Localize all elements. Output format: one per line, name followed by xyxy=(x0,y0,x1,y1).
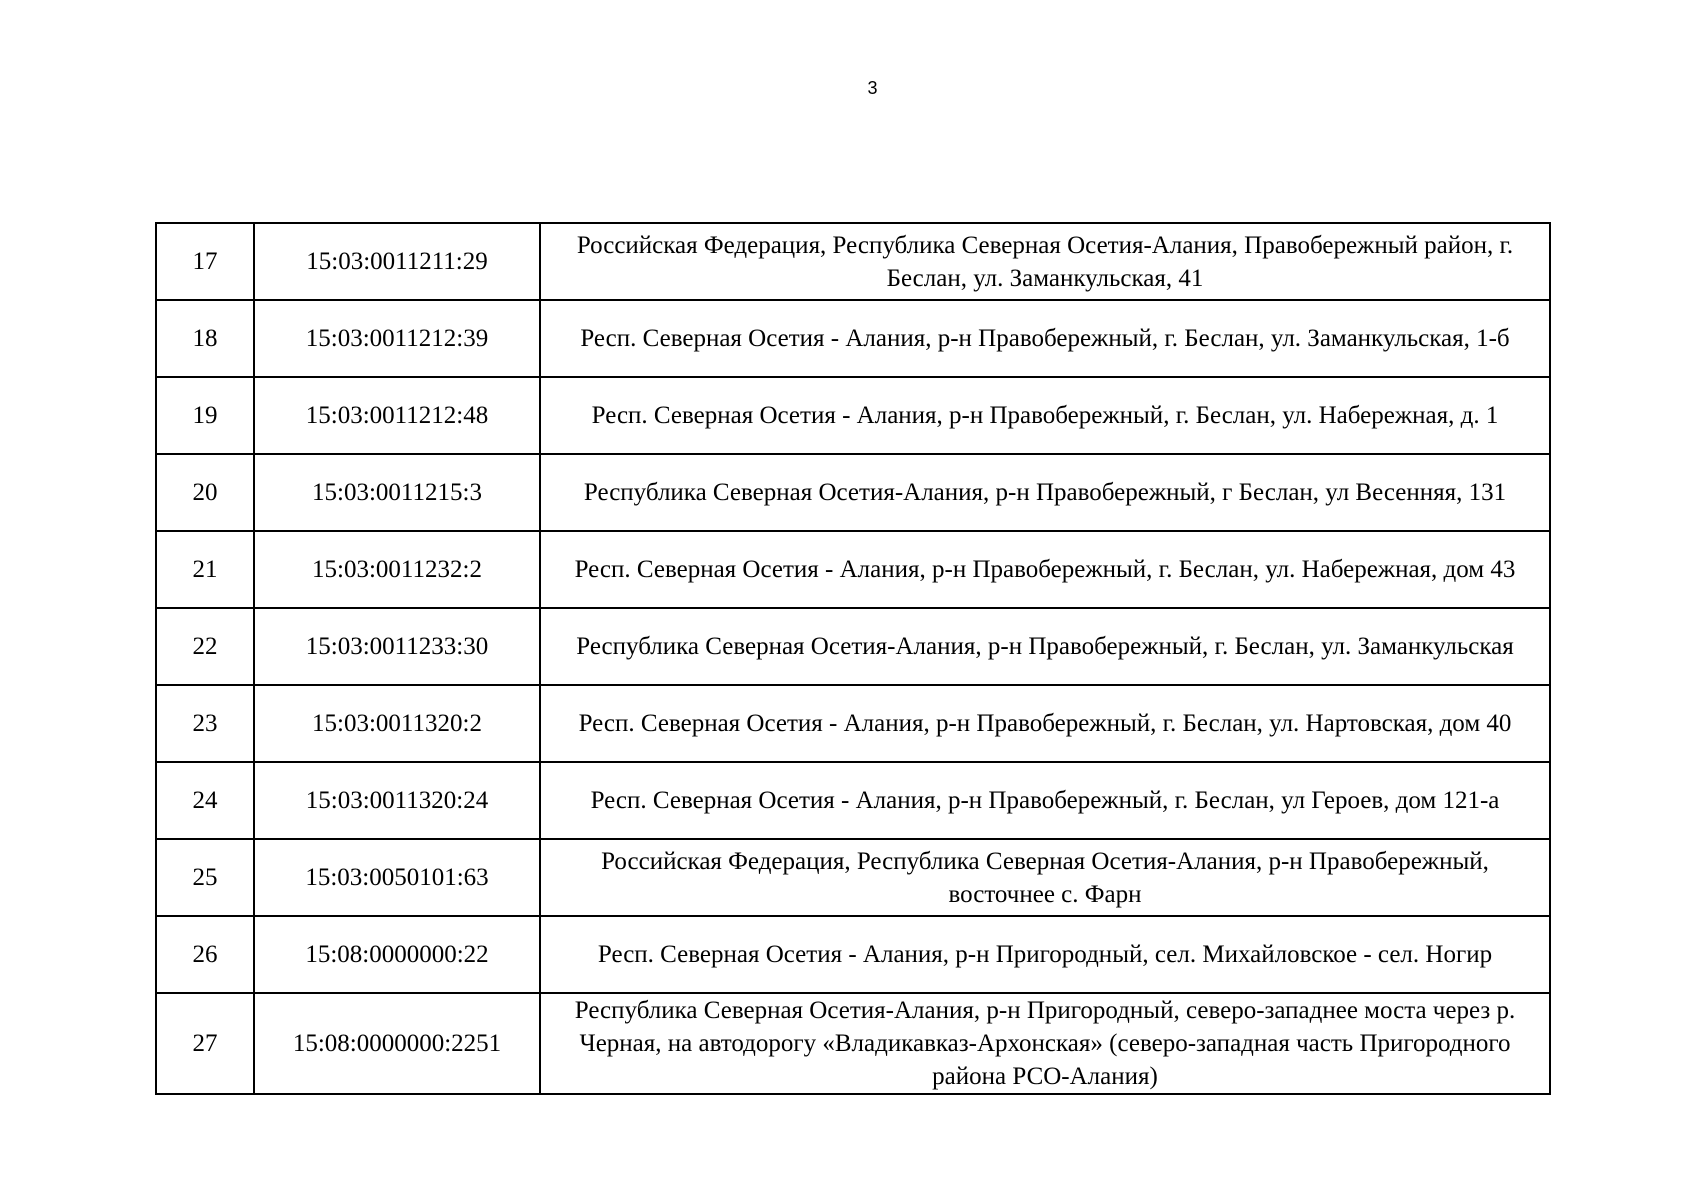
row-number: 21 xyxy=(156,531,254,608)
row-number: 25 xyxy=(156,839,254,916)
cadastral-number: 15:08:0000000:2251 xyxy=(254,993,540,1094)
table-row xyxy=(156,762,1550,839)
address: Российская Федерация, Республика Северная Осетия-Алания, р-н Правобережный, восточнее с. Фарн xyxy=(540,839,1550,916)
row-number: 17 xyxy=(156,223,254,300)
row-number: 22 xyxy=(156,608,254,685)
cadastral-number: 15:03:0011211:29 xyxy=(254,223,540,300)
address: Республика Северная Осетия-Алания, р-н Правобережный, г Беслан, ул Весенняя, 131 xyxy=(540,454,1550,531)
row-number: 20 xyxy=(156,454,254,531)
address: Респ. Северная Осетия - Алания, р-н Правобережный, г. Беслан, ул Героев, дом 121-а xyxy=(540,762,1550,839)
table-row xyxy=(156,531,1550,608)
cadastral-number: 15:03:0011215:3 xyxy=(254,454,540,531)
table-row xyxy=(156,223,1550,300)
table-row xyxy=(156,300,1550,377)
table-row xyxy=(156,993,1550,1094)
cadastral-number: 15:03:0050101:63 xyxy=(254,839,540,916)
cadastral-number: 15:03:0011212:48 xyxy=(254,377,540,454)
address: Республика Северная Осетия-Алания, р-н Правобережный, г. Беслан, ул. Заманкульская xyxy=(540,608,1550,685)
parcel-table xyxy=(155,222,1551,1095)
address: Российская Федерация, Республика Северная Осетия-Алания, Правобережный район, г. Беслан, ул. Заманкульская, 41 xyxy=(540,223,1550,300)
cadastral-number: 15:03:0011320:2 xyxy=(254,685,540,762)
row-number: 18 xyxy=(156,300,254,377)
cadastral-number: 15:03:0011320:24 xyxy=(254,762,540,839)
address: Республика Северная Осетия-Алания, р-н Пригородный, северо-западнее моста через р. Черная, на автодорогу «Владикавказ-Архонская» (северо-западная часть Пригородного района РСО-Алания) xyxy=(540,993,1550,1094)
table-row xyxy=(156,685,1550,762)
row-number: 27 xyxy=(156,993,254,1094)
address: Респ. Северная Осетия - Алания, р-н Правобережный, г. Беслан, ул. Нартовская, дом 40 xyxy=(540,685,1550,762)
address: Респ. Северная Осетия - Алания, р-н Правобережный, г. Беслан, ул. Набережная, д. 1 xyxy=(540,377,1550,454)
cadastral-number: 15:03:0011212:39 xyxy=(254,300,540,377)
cadastral-number: 15:08:0000000:22 xyxy=(254,916,540,993)
address: Респ. Северная Осетия - Алания, р-н Правобережный, г. Беслан, ул. Заманкульская, 1-б xyxy=(540,300,1550,377)
row-number: 19 xyxy=(156,377,254,454)
table-row xyxy=(156,377,1550,454)
table-row xyxy=(156,454,1550,531)
table-row xyxy=(156,608,1550,685)
row-number: 24 xyxy=(156,762,254,839)
page-number: 3 xyxy=(867,78,878,98)
row-number: 26 xyxy=(156,916,254,993)
table-row xyxy=(156,916,1550,993)
row-number: 23 xyxy=(156,685,254,762)
cadastral-number: 15:03:0011233:30 xyxy=(254,608,540,685)
address: Респ. Северная Осетия - Алания, р-н Пригородный, сел. Михайловское - сел. Ногир xyxy=(540,916,1550,993)
parcel-table-body xyxy=(156,223,1550,1094)
table-row xyxy=(156,839,1550,916)
address: Респ. Северная Осетия - Алания, р-н Правобережный, г. Беслан, ул. Набережная, дом 43 xyxy=(540,531,1550,608)
cadastral-number: 15:03:0011232:2 xyxy=(254,531,540,608)
